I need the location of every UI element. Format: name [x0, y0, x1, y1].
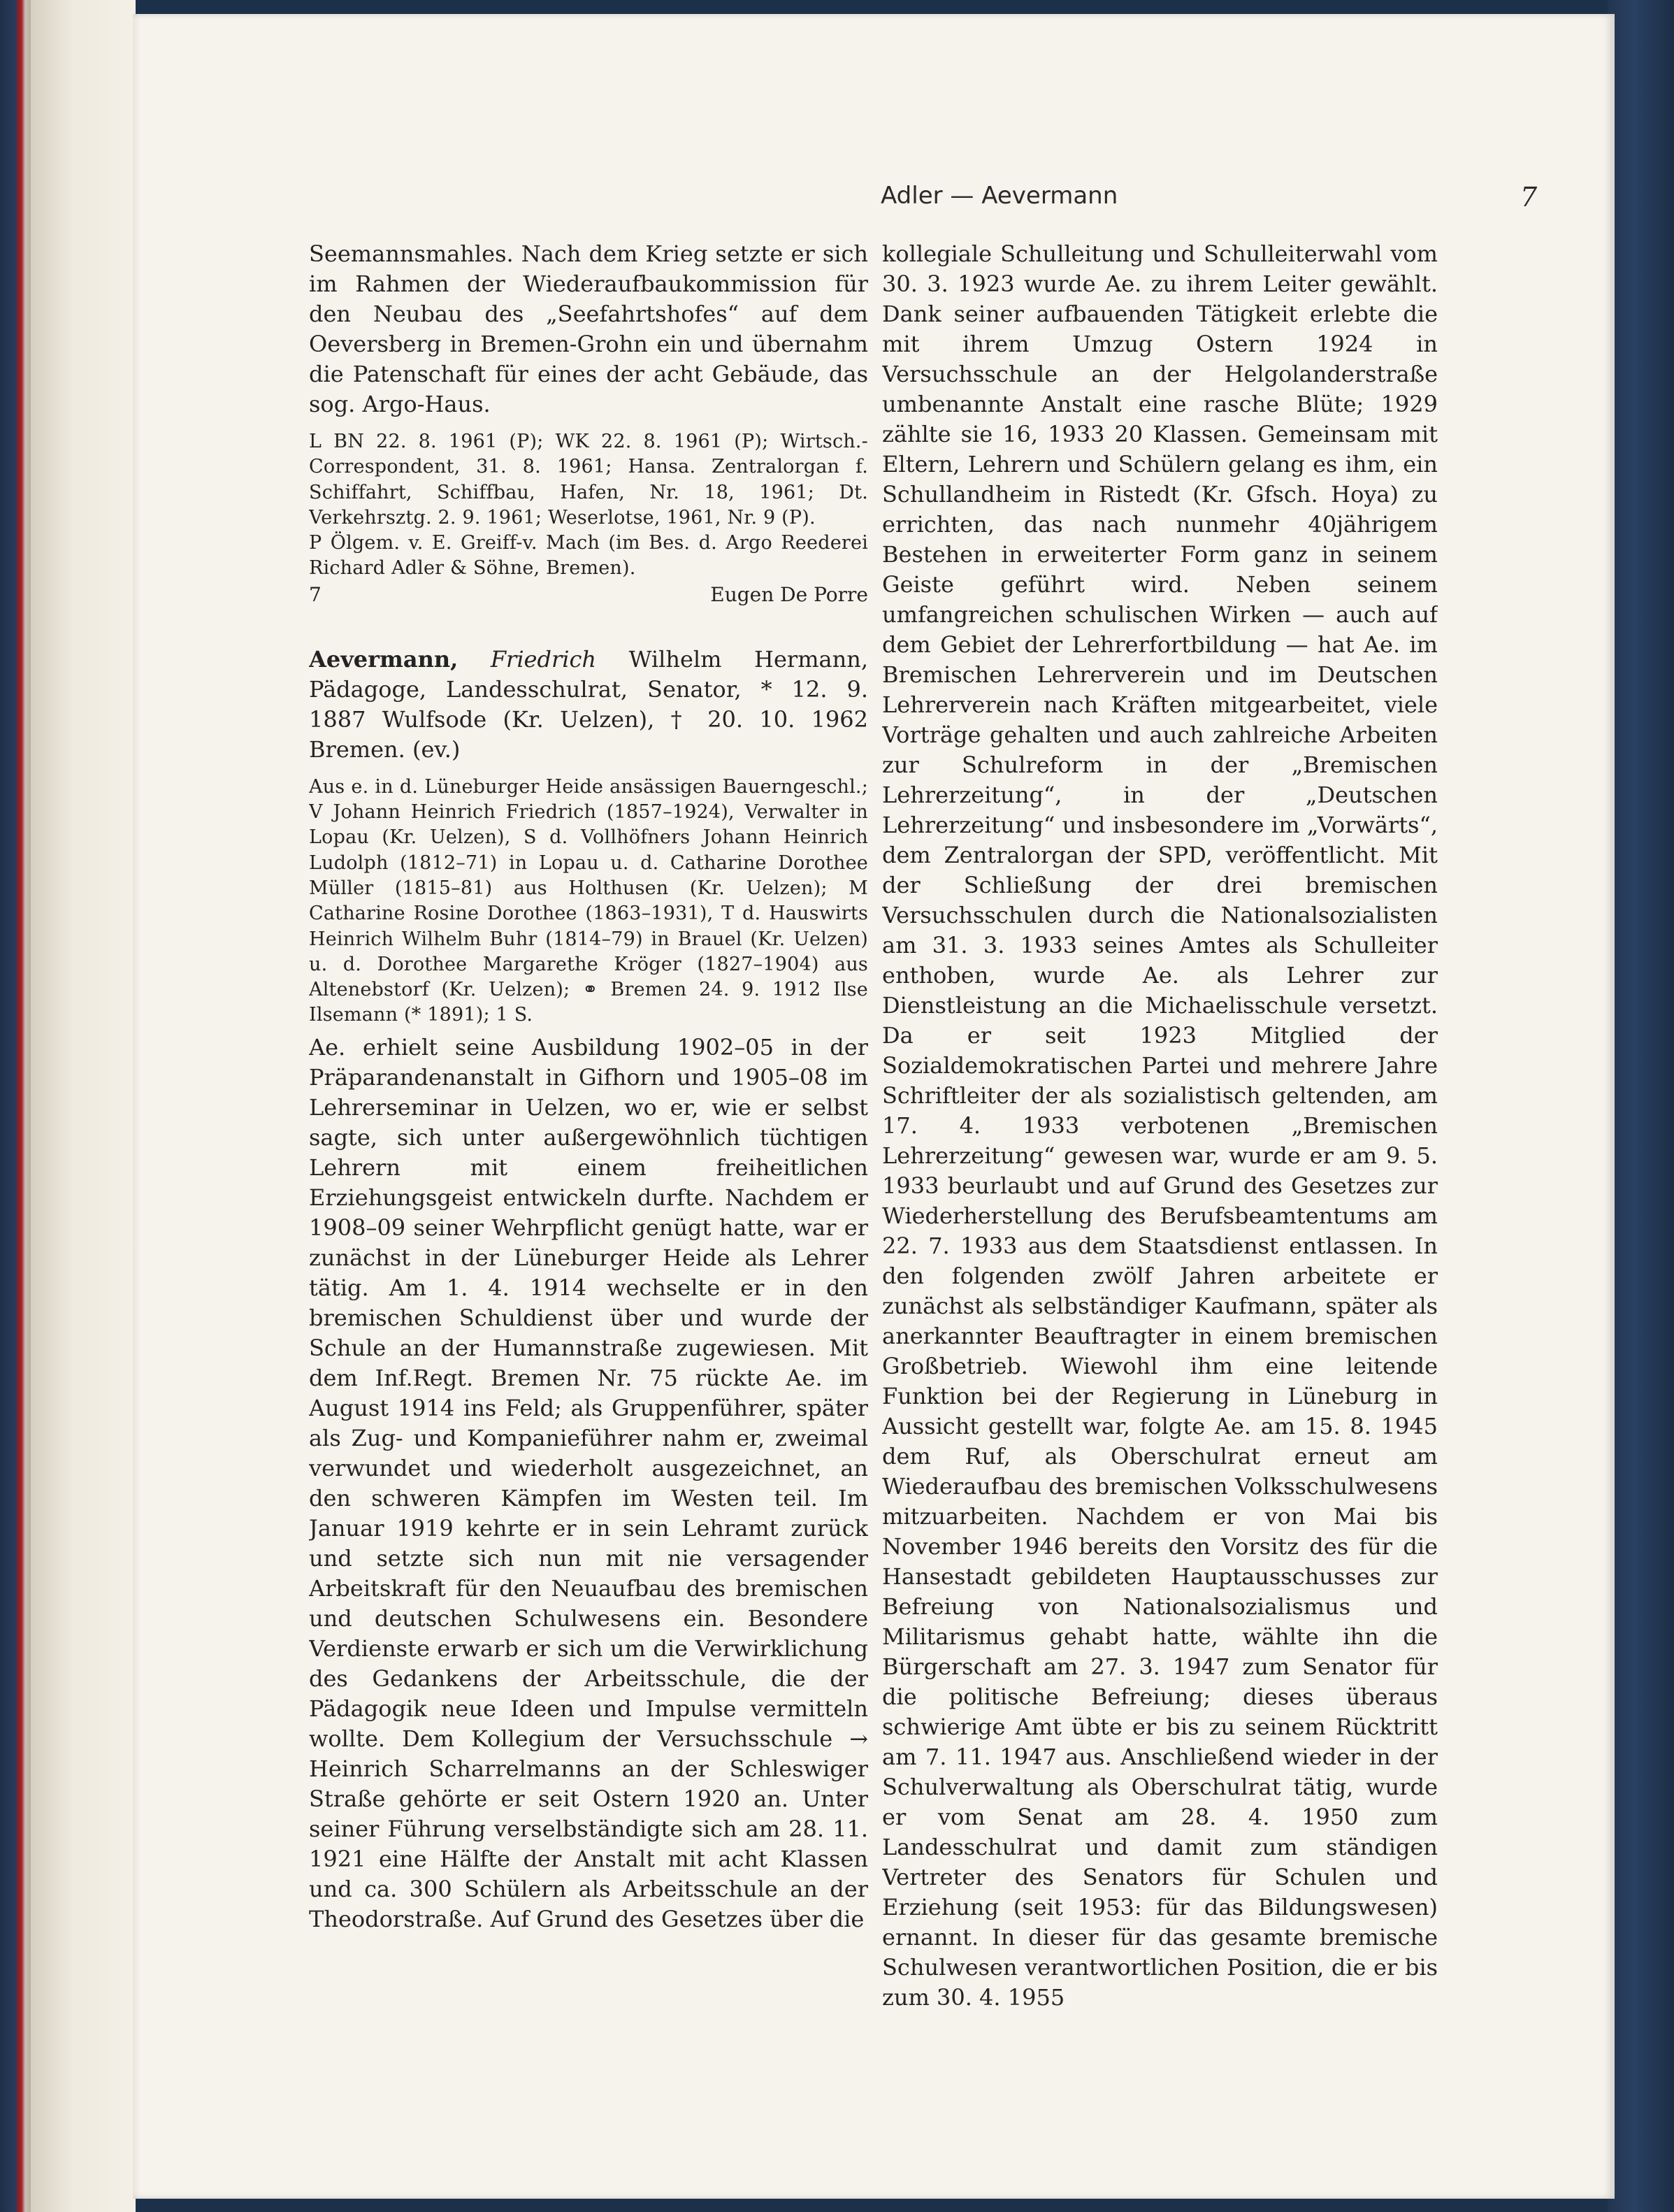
previous-entry-text: Seemannsmahles. Nach dem Krieg setzte er sich im Rahmen der Wiederaufbaukommission für den Neubau des „Seefahrtshofes“ auf dem Oeversberg in Bremen-Grohn ein und übernahm die Patenschaft für eines der acht Gebäude, das sog. Argo-Haus.	[309, 240, 868, 417]
entry-name: Aevermann,	[309, 645, 459, 673]
sources-list: L BN 22. 8. 1961 (P); WK 22. 8. 1961 (P); Wirtsch.-Correspondent, 31. 8. 1961; Hansa. Zentralorgan f. Schiffahrt, Schiffbau, Hafen, Nr. 18, 1961; Dt. Verkehrsztg. 2. 9. 1961; Weserlotse, 1961, Nr. 9 (P).	[309, 431, 868, 529]
book-page	[133, 14, 1615, 2199]
signature-author: Eugen De Porre	[710, 582, 868, 606]
facing-page-edge	[31, 0, 136, 2212]
right-column	[882, 239, 1438, 2169]
genealogy-text: Aus e. in d. Lüneburger Heide ansässigen Bauerngeschl.; V Johann Heinrich Friedrich (1857–1924), Verwalter in Lopau (Kr. Uelzen), S d. Vollhöfners Johann Heinrich Ludolph (1812–71) in Lopau u. d. Catharine Dorothee Müller (1815–81) aus Holthusen (Kr. Uelzen); M Catharine Rosine Dorothee (1863–1931), T d. Hauswirts Heinrich Wilhelm Buhr (1814–79) in Brauel (Kr. Uelzen) u. d. Dorothee Margarethe Kröger (1827–1904) aus Altenebstorf (Kr. Uelzen); ⚭ Bremen 24. 9. 1912 Ilse Ilsemann (* 1891); 1 S.	[309, 775, 868, 1026]
entry-given-name: Friedrich	[490, 645, 597, 673]
author-signature	[309, 582, 868, 608]
biography-continued-text: kollegiale Schulleitung und Schulleiterwahl vom 30. 3. 1923 wurde Ae. zu ihrem Leiter gewählt. Dank seiner aufbauenden Tätigkeit erlebte die mit ihrem Umzug Ostern 1924 in Versuchsschule an der Helgolanderstraße umbenannte Anstalt eine rasche Blüte; 1929 zählte sie 16, 1933 20 Klassen. Gemeinsam mit Eltern, Lehrern und Schülern gelang es ihm, ein Schullandheim in Ristedt (Kr. Gfsch. Hoya) zu errichten, das nach nunmehr 40jährigem Bestehen in erweiterter Form ganz in seinem Geiste geführt wird. Neben seinem umfangreichen schulischen Wirken — auch auf dem Gebiet der Lehrerfortbildung — hat Ae. im Bremischen Lehrerverein und im Deutschen Lehrerverein nach Kräften mitgearbeitet, viele Vorträge gehalten und auch zahlreiche Arbeiten zur Schulreform in der „Bremischen Lehrerzeitung“, in der „Deutschen Lehrerzeitung“ und insbesondere im „Vorwärts“, dem Zentralorgan der SPD, veröffentlicht. Mit der Schließung der drei bremischen Versuchsschulen durch die Nationalsozialisten am 31. 3. 1933 seines Amtes als Schulleiter enthoben, wurde Ae. als Lehrer zur Dienstleistung an die Michaelisschule versetzt. Da er seit 1923 Mitglied der Sozialdemokratischen Partei und mehrere Jahre Schriftleiter der als sozialistisch geltenden, am 17. 4. 1933 verbotenen „Bremischen Lehrerzeitung“ gewesen war, wurde er am 9. 5. 1933 beurlaubt und auf Grund des Gesetzes zur Wiederherstellung des Berufsbeamtentums am 22. 7. 1933 aus dem Staatsdienst entlassen. In den folgenden zwölf Jahren arbeitete er zunächst als selbständiger Kaufmann, später als anerkannter Beauftragter in einem bremischen Großbetrieb. Wiewohl ihm eine leitende Funktion bei der Regierung in Lüneburg in Aussicht gestellt war, folgte Ae. am 15. 8. 1945 dem Ruf, als Oberschulrat erneut am Wiederaufbau des bremischen Volksschulwesens mitzuarbeiten. Nachdem er von Mai bis November 1946 bereits den Vorsitz des für die Hansestadt gebildeten Hauptausschusses zur Befreiung von Nationalsozialismus und Militarismus gehabt hatte, wählte ihn die Bürgerschaft am 27. 3. 1947 zum Senator für die politische Befreiung; dieses überaus schwierige Amt übte er bis zu seinem Rücktritt am 7. 11. 1947 aus. Anschließend wieder in der Schulverwaltung als Oberschulrat tätig, wurde er vom Senat am 28. 4. 1950 zum Landesschulrat und damit zum ständigen Vertreter des Senators für Schulen und Erziehung (seit 1953: für das Bildungswesen) ernannt. In dieser für das gesamte bremische Schulwesen verantwortlichen Position, die er bis zum 30. 4. 1955	[882, 240, 1438, 2011]
signature-ref: 7	[309, 582, 322, 606]
entry-details: Wilhelm Hermann, Pädagoge, Landesschulrat, Senator, * 12. 9. 1887 Wulfsode (Kr. Uelzen), † 20. 10. 1962 Bremen. (ev.)	[309, 645, 868, 763]
left-column	[309, 239, 868, 2169]
page-number: 7	[1520, 182, 1538, 213]
entry-heading	[309, 645, 868, 765]
book-cover-left-edge	[0, 0, 31, 2212]
portrait-note: P Ölgem. v. E. Greiff-v. Mach (im Bes. d. Argo Reederei Richard Adler & Söhne, Bremen).	[309, 532, 868, 580]
running-title: Adler — Aevermann	[881, 182, 1118, 210]
book-cover-right-edge	[1608, 0, 1674, 2212]
page-header	[133, 182, 1615, 224]
biography-text: Ae. erhielt seine Ausbildung 1902–05 in der Präparandenanstalt in Gifhorn und 1905–08 im Lehrerseminar in Uelzen, wo er, wie er selbst sagte, sich unter außergewöhnlich tüchtigen Lehrern mit einem freiheitlichen Erziehungsgeist entwickeln durfte. Nachdem er 1908–09 seiner Wehrpflicht genügt hatte, war er zunächst in der Lüneburger Heide als Lehrer tätig. Am 1. 4. 1914 wechselte er in den bremischen Schuldienst über und wurde der Schule an der Humannstraße zugewiesen. Mit dem Inf.Regt. Bremen Nr. 75 rückte Ae. im August 1914 ins Feld; als Gruppenführer, später als Zug- und Kompanieführer nahm er, zweimal verwundet und wiederholt ausgezeichnet, an den schweren Kämpfen im Westen teil. Im Januar 1919 kehrte er in sein Lehramt zurück und setzte sich nun mit nie versagender Arbeitskraft für den Neuaufbau des bremischen und deutschen Schulwesens ein. Besondere Verdienste erwarb er sich um die Verwirklichung des Gedankens der Arbeitsschule, die der Pädagogik neue Ideen und Impulse vermitteln wollte. Dem Kollegium der Versuchsschule → Heinrich Scharrelmanns an der Schleswiger Straße gehörte er seit Ostern 1920 an. Unter seiner Führung verselbständigte sich am 28. 11. 1921 eine Hälfte der Anstalt mit acht Klassen und ca. 300 Schülern als Arbeitsschule an der Theodorstraße. Auf Grund des Gesetzes über die	[309, 1033, 868, 1932]
